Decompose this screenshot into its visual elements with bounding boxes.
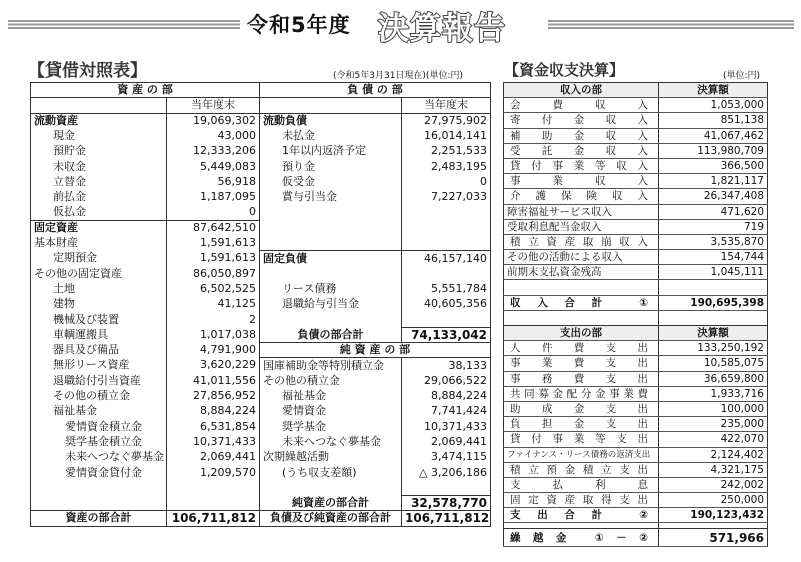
current-asset-item-value: 1,187,095 bbox=[167, 190, 260, 205]
bs-row bbox=[31, 297, 491, 312]
income-value: 1,045,111 bbox=[659, 265, 768, 280]
income-value: 1,821,117 bbox=[659, 174, 768, 189]
reserve-item-value: 2,069,441 bbox=[167, 450, 260, 465]
bs-row bbox=[31, 281, 491, 296]
other-fixed-item-label: 無形リース資産 bbox=[53, 358, 130, 372]
expense-value: 422,070 bbox=[659, 432, 768, 447]
expense-label: 助成金支出 bbox=[504, 401, 659, 416]
bs-row bbox=[31, 480, 491, 495]
expense-label: 積立預金積立支出 bbox=[504, 462, 659, 477]
current-asset-item-value: 43,000 bbox=[167, 128, 260, 143]
expense-total-row bbox=[504, 508, 768, 523]
bs-row bbox=[31, 266, 491, 281]
other-fixed-item-value: 2 bbox=[167, 312, 260, 327]
fixed-liability-item-label: 退職給与引当金 bbox=[260, 297, 402, 312]
expense-value: 133,250,192 bbox=[659, 341, 768, 356]
expense-row bbox=[504, 493, 768, 508]
net-reserve-item-value: 10,371,433 bbox=[402, 419, 491, 434]
income-row bbox=[504, 219, 768, 234]
expense-value: 36,659,800 bbox=[659, 371, 768, 386]
basic-property-value: 1,591,613 bbox=[167, 235, 260, 250]
current-liabilities-label: 流動負債 bbox=[260, 113, 402, 128]
other-fixed-item-label: その他の積立金 bbox=[53, 389, 130, 403]
bs-total-row bbox=[31, 511, 491, 526]
current-asset-item-label: 預貯金 bbox=[53, 144, 86, 158]
reserve-item-value: 6,531,854 bbox=[167, 419, 260, 434]
bs-row bbox=[31, 159, 491, 174]
assets-period: 当年度末 bbox=[167, 98, 260, 113]
bs-row bbox=[31, 465, 491, 480]
balance-sheet-table bbox=[30, 82, 491, 527]
balance-value: 571,966 bbox=[659, 529, 768, 547]
other-fixed-item-value: 4,791,900 bbox=[167, 343, 260, 358]
header-stripe-left bbox=[8, 20, 240, 29]
income-row bbox=[504, 98, 768, 113]
expense-label: 事業費支出 bbox=[504, 356, 659, 371]
income-label: 寄付金収入 bbox=[504, 113, 659, 128]
grand-total-label: 負債及び純資産の部合計 bbox=[260, 511, 402, 526]
funds-table bbox=[503, 82, 768, 547]
reserve-item-label: 愛情資金貸付金 bbox=[65, 465, 142, 479]
net-reserve-item-label: 愛情資金 bbox=[260, 404, 402, 419]
balance-sheet-note: (令和5年3月31日現在)(単位:円) bbox=[333, 71, 463, 81]
fixed-liabilities-label: 固定負債 bbox=[260, 251, 402, 266]
expense-label: 事務費支出 bbox=[504, 371, 659, 386]
era-title: 令和5年度 bbox=[247, 13, 351, 37]
current-asset-item-value: 56,918 bbox=[167, 174, 260, 189]
income-row bbox=[504, 113, 768, 128]
current-asset-item-label: 現金 bbox=[53, 129, 75, 143]
other-fixed-assets-label: その他の固定資産 bbox=[34, 266, 122, 280]
net-asset-item-label: 国庫補助金等特別積立金 bbox=[260, 358, 402, 373]
income-row bbox=[504, 128, 768, 143]
net-reserve-item-label: 福祉基金 bbox=[260, 388, 402, 403]
expense-total-label: 支出合計 ② bbox=[504, 508, 659, 523]
other-fixed-item-label: 土地 bbox=[53, 282, 75, 295]
income-row bbox=[504, 174, 768, 189]
expense-label: 貸付事業等支出 bbox=[504, 432, 659, 447]
income-label: 前期末支払資金残高 bbox=[504, 265, 659, 280]
bs-row bbox=[31, 128, 491, 143]
income-value: 1,053,000 bbox=[659, 98, 768, 113]
net-asset-item-label: その他の積立金 bbox=[260, 373, 402, 388]
expense-value: 100,000 bbox=[659, 401, 768, 416]
expense-row bbox=[504, 356, 768, 371]
expense-row bbox=[504, 477, 768, 492]
basic-property-label: 基本財産 bbox=[34, 236, 78, 250]
other-fixed-item-label: 器具及び備品 bbox=[53, 343, 119, 357]
bs-row bbox=[31, 343, 491, 358]
income-label: その他の活動による収入 bbox=[504, 250, 659, 265]
bs-row bbox=[31, 113, 491, 128]
net-reserve-item-label: 奨学基金 bbox=[260, 419, 402, 434]
current-asset-item-label: 未収金 bbox=[53, 159, 86, 173]
other-fixed-item-value: 3,620,229 bbox=[167, 358, 260, 373]
current-asset-item-value: 12,333,206 bbox=[167, 144, 260, 159]
expense-label: 固定資産取得支出 bbox=[504, 493, 659, 508]
bs-row bbox=[31, 496, 491, 511]
current-liability-item-label: 仮受金 bbox=[260, 174, 402, 189]
term-deposit-value: 1,591,613 bbox=[167, 251, 260, 266]
liabilities-period: 当年度末 bbox=[402, 98, 491, 113]
fixed-liabilities-value: 46,157,140 bbox=[402, 251, 491, 266]
carried-forward-value: 3,474,115 bbox=[402, 450, 491, 465]
income-label: 補助金収入 bbox=[504, 128, 659, 143]
other-fixed-item-label: 機械及び装置 bbox=[53, 312, 119, 326]
of-which-value: △ 3,206,186 bbox=[402, 465, 491, 480]
income-row bbox=[504, 265, 768, 280]
current-liability-item-value: 2,251,533 bbox=[402, 144, 491, 159]
fixed-liability-item-value: 5,551,784 bbox=[402, 281, 491, 296]
net-asset-item-value: 38,133 bbox=[402, 358, 491, 373]
expense-label: 人件費支出 bbox=[504, 341, 659, 356]
bs-period-row bbox=[31, 98, 491, 113]
other-fixed-item-value: 6,502,525 bbox=[167, 281, 260, 296]
net-reserve-item-value: 7,741,424 bbox=[402, 404, 491, 419]
of-which-label: (うち収支差額) bbox=[260, 465, 402, 480]
expense-row bbox=[504, 386, 768, 401]
reserve-item-label: 未来へつなぐ夢基金 bbox=[65, 450, 164, 464]
current-liabilities-value: 27,975,902 bbox=[402, 113, 491, 128]
expense-total-value: 190,123,432 bbox=[659, 508, 768, 523]
net-reserve-item-value: 2,069,441 bbox=[402, 434, 491, 449]
liabilities-total-value: 74,133,042 bbox=[402, 327, 491, 342]
net-assets-total-value: 32,578,770 bbox=[402, 496, 491, 511]
net-asset-item-value: 29,066,522 bbox=[402, 373, 491, 388]
income-label: 受託金収入 bbox=[504, 143, 659, 158]
expense-value: 2,124,402 bbox=[659, 447, 768, 462]
bs-row bbox=[31, 312, 491, 327]
expense-header-row bbox=[504, 326, 768, 341]
liabilities-total-label: 負債の部合計 bbox=[260, 327, 402, 342]
income-label: 積立資産取崩収入 bbox=[504, 234, 659, 249]
assets-total-label: 資産の部合計 bbox=[65, 511, 132, 525]
current-asset-item-label: 仮払金 bbox=[53, 205, 86, 219]
expense-row bbox=[504, 462, 768, 477]
income-row bbox=[504, 234, 768, 249]
current-asset-item-label: 前払金 bbox=[53, 190, 86, 204]
expense-label: 共同募金配分金事業費 bbox=[504, 386, 659, 401]
income-label: 貸付事業等収入 bbox=[504, 158, 659, 173]
expense-value: 10,585,075 bbox=[659, 356, 768, 371]
expense-amount-header: 決算額 bbox=[659, 326, 768, 341]
balance-row bbox=[504, 529, 768, 547]
reserve-item-label: 愛情資金積立金 bbox=[65, 419, 142, 433]
income-value: 471,620 bbox=[659, 204, 768, 219]
term-deposit-label: 定期預金 bbox=[53, 251, 97, 265]
other-fixed-item-value: 27,856,952 bbox=[167, 388, 260, 403]
bs-row bbox=[31, 358, 491, 373]
bs-row bbox=[31, 144, 491, 159]
income-label: 障害福祉サービス収入 bbox=[504, 204, 659, 219]
income-value: 113,980,709 bbox=[659, 143, 768, 158]
expense-value: 242,002 bbox=[659, 477, 768, 492]
bs-row bbox=[31, 373, 491, 388]
bs-row bbox=[31, 235, 491, 250]
income-label: 会費収入 bbox=[504, 98, 659, 113]
fixed-liability-item-value: 40,605,356 bbox=[402, 297, 491, 312]
current-asset-item-value: 0 bbox=[167, 205, 260, 220]
income-row bbox=[504, 143, 768, 158]
bs-row bbox=[31, 205, 491, 220]
current-asset-item-value: 5,449,083 bbox=[167, 159, 260, 174]
reserve-item-label: 奨学基金積立金 bbox=[65, 434, 142, 448]
net-reserve-item-label: 未来へつなぐ夢基金 bbox=[260, 434, 402, 449]
bs-row bbox=[31, 419, 491, 434]
funds-unit: (単位:円) bbox=[723, 71, 761, 81]
expense-value: 250,000 bbox=[659, 493, 768, 508]
reserve-item-value: 10,371,433 bbox=[167, 434, 260, 449]
bs-row bbox=[31, 174, 491, 189]
current-liability-item-label: 未払金 bbox=[260, 128, 402, 143]
expense-header: 支出の部 bbox=[504, 326, 659, 341]
current-liability-item-label: 1年以内返済予定 bbox=[260, 144, 402, 159]
net-reserve-item-value: 8,884,224 bbox=[402, 388, 491, 403]
income-total-label: 収入合計 ① bbox=[504, 295, 659, 310]
expense-value: 1,933,716 bbox=[659, 386, 768, 401]
current-liability-item-label: 賞与引当金 bbox=[260, 190, 402, 205]
liabilities-header: 負 債 の 部 bbox=[260, 83, 491, 98]
bs-row bbox=[31, 450, 491, 465]
current-assets-value: 19,069,302 bbox=[167, 113, 260, 128]
other-fixed-item-value: 41,011,556 bbox=[167, 373, 260, 388]
expense-row bbox=[504, 401, 768, 416]
other-fixed-item-label: 建物 bbox=[53, 297, 75, 311]
expense-row bbox=[504, 371, 768, 386]
income-row bbox=[504, 250, 768, 265]
bs-row bbox=[31, 404, 491, 419]
net-assets-total-label: 純資産の部合計 bbox=[260, 496, 402, 511]
current-liability-item-value: 7,227,033 bbox=[402, 190, 491, 205]
main-title: 決算報告 bbox=[378, 11, 506, 47]
income-row bbox=[504, 204, 768, 219]
other-fixed-assets-value: 86,050,897 bbox=[167, 266, 260, 281]
funds-title: 【資金収支決算】 bbox=[504, 61, 625, 79]
current-liability-item-value: 2,483,195 bbox=[402, 159, 491, 174]
grand-total-value: 106,711,812 bbox=[402, 511, 491, 526]
income-value: 26,347,408 bbox=[659, 189, 768, 204]
income-label: 受取利息配当金収入 bbox=[504, 219, 659, 234]
other-fixed-item-value: 41,125 bbox=[167, 297, 260, 312]
income-total-value: 190,695,398 bbox=[659, 295, 768, 310]
income-value: 3,535,870 bbox=[659, 234, 768, 249]
fixed-assets-value: 87,642,510 bbox=[167, 220, 260, 235]
assets-total-value: 106,711,812 bbox=[167, 511, 260, 526]
expense-row bbox=[504, 417, 768, 432]
current-liability-item-value: 0 bbox=[402, 174, 491, 189]
expense-label: ファイナンス・リース債務の返済支出 bbox=[504, 447, 659, 462]
balance-sheet-title: 【貸借対照表】 bbox=[28, 61, 147, 81]
income-value: 366,500 bbox=[659, 158, 768, 173]
expense-row bbox=[504, 432, 768, 447]
expense-value: 235,000 bbox=[659, 417, 768, 432]
bs-row bbox=[31, 434, 491, 449]
fixed-assets-label: 固定資産 bbox=[31, 220, 167, 235]
expense-label: 負担金支出 bbox=[504, 417, 659, 432]
income-value: 41,067,462 bbox=[659, 128, 768, 143]
reserve-item-value: 1,209,570 bbox=[167, 465, 260, 480]
bs-row bbox=[31, 251, 491, 266]
income-value: 851,138 bbox=[659, 113, 768, 128]
income-header-row bbox=[504, 83, 768, 98]
other-fixed-item-label: 退職給付引当資産 bbox=[53, 373, 141, 387]
current-asset-item-label: 立替金 bbox=[53, 174, 86, 188]
expense-value: 4,321,175 bbox=[659, 462, 768, 477]
expense-row bbox=[504, 341, 768, 356]
current-liability-item-value: 16,014,141 bbox=[402, 128, 491, 143]
income-header: 収入の部 bbox=[504, 83, 659, 98]
reserve-item-value: 8,884,224 bbox=[167, 404, 260, 419]
expense-label: 支払利息 bbox=[504, 477, 659, 492]
balance-label: 繰越金 ①－② bbox=[504, 529, 659, 547]
bs-section-header bbox=[31, 83, 491, 98]
other-fixed-item-value: 1,017,038 bbox=[167, 327, 260, 342]
income-label: 介護保険収入 bbox=[504, 189, 659, 204]
income-total-row bbox=[504, 295, 768, 310]
reserve-item-label: 福祉基金 bbox=[53, 404, 97, 418]
assets-header: 資 産 の 部 bbox=[117, 83, 173, 97]
income-label: 事業収入 bbox=[504, 174, 659, 189]
other-fixed-item-label: 車輌運搬具 bbox=[53, 327, 108, 341]
bs-row bbox=[31, 388, 491, 403]
income-amount-header: 決算額 bbox=[659, 83, 768, 98]
carried-forward-label: 次期繰越活動 bbox=[260, 450, 402, 465]
bs-row bbox=[31, 327, 491, 342]
page-header bbox=[0, 0, 801, 50]
income-row bbox=[504, 189, 768, 204]
bs-row bbox=[31, 220, 491, 235]
bs-row bbox=[31, 190, 491, 205]
header-stripe-right bbox=[548, 20, 794, 29]
fixed-liability-item-label: リース債務 bbox=[260, 281, 402, 296]
income-value: 719 bbox=[659, 219, 768, 234]
income-value: 154,744 bbox=[659, 250, 768, 265]
net-assets-header: 純 資 産 の 部 bbox=[260, 343, 491, 358]
income-row bbox=[504, 158, 768, 173]
current-liability-item-label: 預り金 bbox=[260, 159, 402, 174]
current-assets-label: 流動資産 bbox=[34, 113, 78, 127]
expense-row bbox=[504, 447, 768, 462]
